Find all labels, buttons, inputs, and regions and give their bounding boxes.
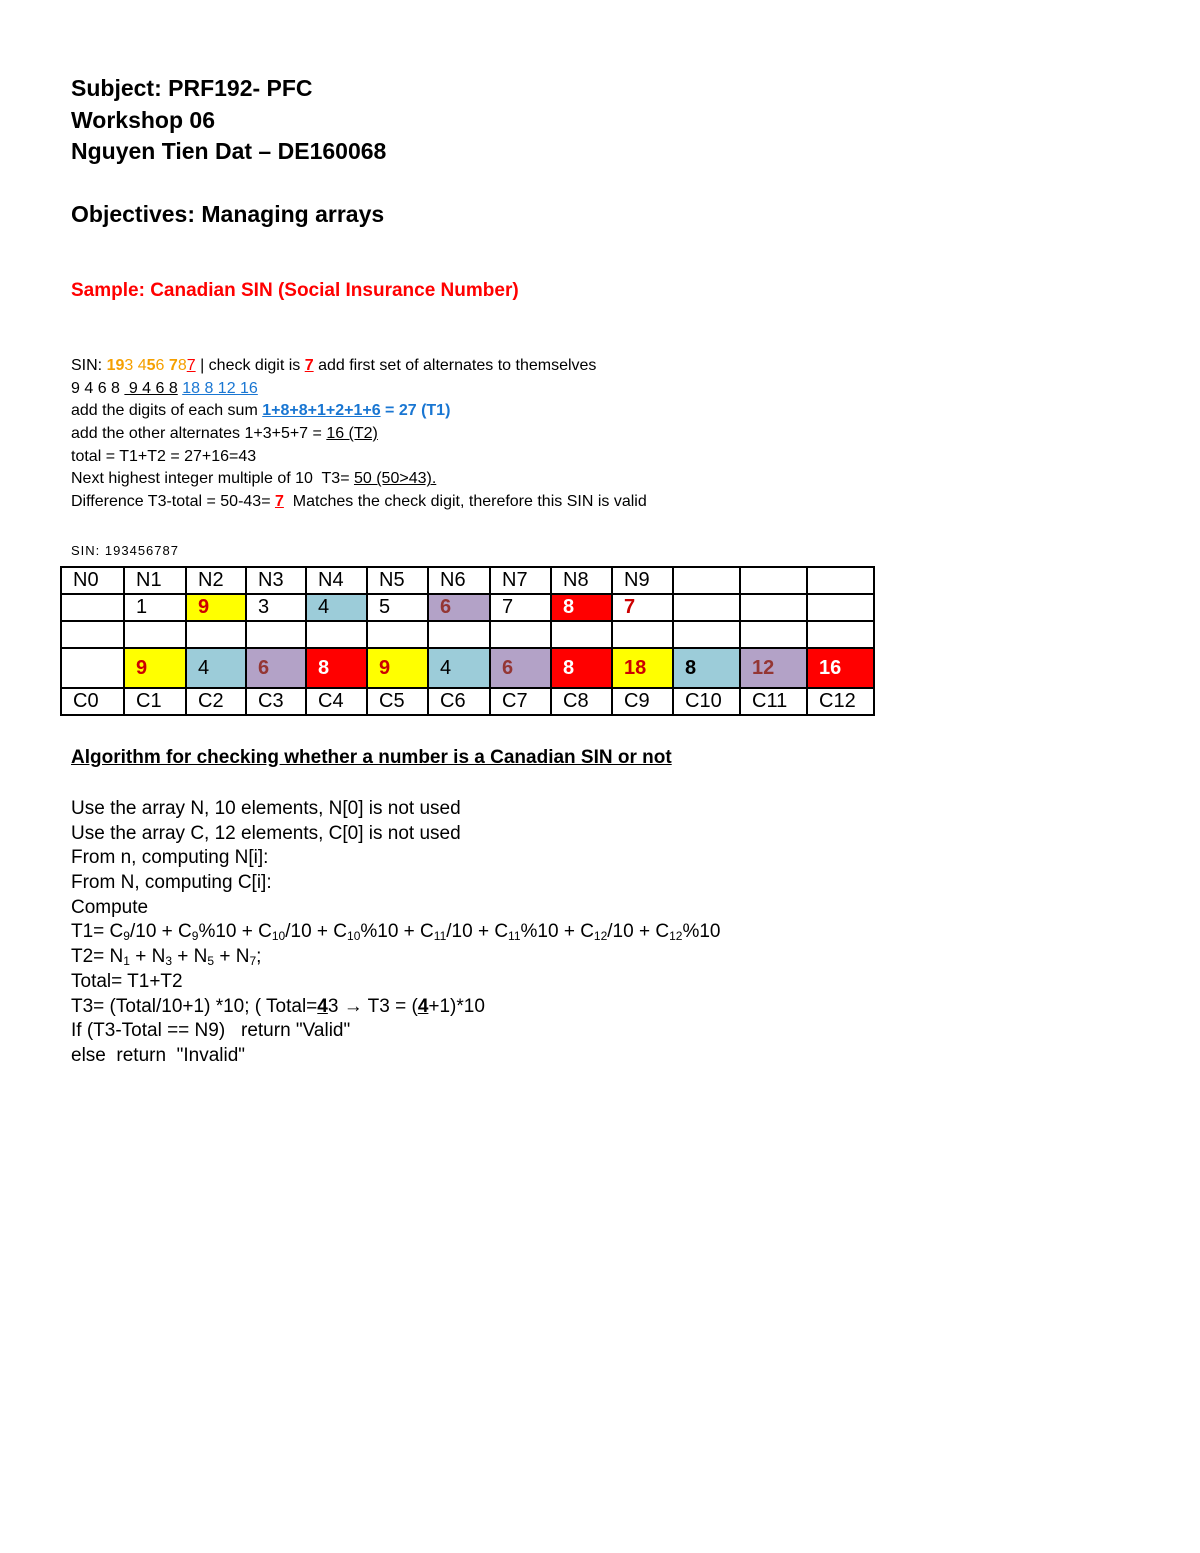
t2-result: 16 (T2)	[326, 425, 378, 443]
table-cell: C12	[807, 688, 874, 715]
formula-text: /10 + C	[446, 921, 509, 943]
table-cell	[61, 621, 124, 648]
table-cell: 18	[612, 648, 673, 688]
total-formula: Total= T1+T2	[71, 970, 183, 992]
table-cell	[428, 621, 490, 648]
table-cell: 4	[428, 648, 490, 688]
sin-digit: 8	[177, 357, 187, 374]
table-cell: N1	[124, 567, 186, 594]
algorithm-line: Use the array C, 12 elements, C[0] is not used	[71, 822, 461, 844]
sin-digit: 1	[106, 357, 116, 374]
else-line: else return "Invalid"	[71, 1044, 246, 1066]
explanation-line-6	[71, 468, 647, 491]
algorithm-line: From N, computing C[i]:	[71, 872, 272, 894]
table-cell: 3	[246, 594, 306, 621]
t1-result: = 27 (T1)	[380, 402, 451, 420]
formula-text: + N	[172, 946, 208, 968]
sin-explanation	[71, 355, 647, 514]
table-cell: 9	[124, 648, 186, 688]
subscript: 11	[433, 929, 447, 944]
subscript: 11	[508, 929, 521, 944]
difference-value: 7	[274, 493, 284, 511]
table-cell: 7	[490, 594, 551, 621]
table-cell: C3	[246, 688, 306, 715]
n-values-row	[61, 594, 874, 621]
table-cell: N4	[306, 567, 367, 594]
sin-digit: 4	[137, 357, 147, 374]
formula-text: ;	[256, 946, 262, 968]
c-header-row	[61, 688, 874, 715]
table-cell: 7	[612, 594, 673, 621]
table-cell: N2	[186, 567, 246, 594]
c-values-row	[61, 648, 874, 688]
table-cell: 8	[551, 648, 612, 688]
table-cell: C9	[612, 688, 673, 715]
table-cell	[673, 621, 740, 648]
formula-text: /10 + C	[285, 921, 348, 943]
table-cell	[551, 621, 612, 648]
right-arrow-icon: →	[343, 995, 363, 1017]
explanation-text: Next highest integer multiple of 10 T3=	[71, 470, 354, 488]
table-cell	[740, 567, 807, 594]
table-cell	[612, 621, 673, 648]
formula-emphasis: 4	[317, 995, 328, 1017]
formula-text: %10 + C	[198, 921, 272, 943]
algorithm-line: Use the array N, 10 elements, N[0] is not used	[71, 798, 461, 819]
table-cell: 1	[124, 594, 186, 621]
algorithm-title: Algorithm for checking whether a number is a Canadian SIN or not	[71, 747, 672, 768]
algorithm-line: Compute	[71, 896, 149, 918]
sin-label: SIN: 193456787	[71, 543, 179, 558]
sin-array-table	[60, 566, 875, 716]
n-header-row	[61, 567, 874, 594]
table-cell: 9	[186, 594, 246, 621]
explanation-line-7	[71, 491, 647, 514]
table-cell: 8	[306, 648, 367, 688]
formula-text: T2= N	[71, 946, 124, 968]
subscript: 5	[207, 954, 215, 969]
subscript: 9	[191, 929, 199, 944]
algorithm-steps	[71, 797, 720, 1069]
workshop-heading: Workshop 06	[71, 107, 215, 133]
table-cell: 12	[740, 648, 807, 688]
objectives-heading: Objectives: Managing arrays	[71, 201, 385, 227]
formula-text: + N	[214, 946, 250, 968]
explanation-text: | check digit is	[195, 357, 305, 374]
explanation-line-3	[71, 400, 647, 423]
subscript: 1	[123, 954, 130, 969]
table-cell: N8	[551, 567, 612, 594]
algorithm-line: From n, computing N[i]:	[71, 847, 269, 869]
subscript: 12	[669, 929, 683, 944]
table-cell	[807, 594, 874, 621]
t2-formula	[71, 945, 720, 970]
if-line: If (T3-Total == N9) return "Valid"	[71, 1020, 351, 1042]
subject-heading: Subject: PRF192- PFC	[71, 75, 313, 101]
empty-row	[61, 621, 874, 648]
table-cell: C7	[490, 688, 551, 715]
subscript: 7	[249, 954, 257, 969]
sin-digit: 5	[146, 357, 156, 374]
table-cell: N7	[490, 567, 551, 594]
table-cell: N0	[61, 567, 124, 594]
table-cell: N5	[367, 567, 428, 594]
explanation-line-4	[71, 423, 647, 446]
explanation-text: add the other alternates 1+3+5+7 =	[71, 425, 327, 443]
formula-text: %10	[682, 921, 721, 943]
table-cell: C8	[551, 688, 612, 715]
table-cell	[807, 567, 874, 594]
table-cell: C11	[740, 688, 807, 715]
explanation-line-2	[71, 378, 647, 401]
subscript: 10	[347, 929, 361, 944]
table-cell: N3	[246, 567, 306, 594]
subscript: 12	[593, 929, 608, 944]
table-cell	[740, 621, 807, 648]
table-cell: 8	[673, 648, 740, 688]
formula-text: 3	[327, 995, 344, 1017]
formula-text: +1)*10	[428, 995, 485, 1017]
digit-sum-highlight: 1+8+8+1+2+1+6	[262, 402, 381, 420]
explanation-text: 9 4 6 8	[124, 379, 178, 397]
t3-formula	[71, 995, 720, 1020]
formula-text: /10 + C	[129, 921, 192, 943]
explanation-line-1	[71, 355, 647, 378]
table-cell: C2	[186, 688, 246, 715]
table-cell: 6	[428, 594, 490, 621]
table-cell	[61, 648, 124, 688]
sin-digit: 3	[124, 357, 134, 374]
table-cell: N6	[428, 567, 490, 594]
formula-text: /10 + C	[607, 921, 670, 943]
explanation-text: Matches the check digit, therefore this SIN is valid	[283, 493, 647, 511]
table-cell	[246, 621, 306, 648]
subscript: 10	[271, 929, 286, 944]
sample-title: Sample: Canadian SIN (Social Insurance Number)	[71, 280, 519, 301]
formula-text: T3 = (	[362, 995, 418, 1017]
explanation-line-5	[71, 446, 647, 469]
formula-text: + N	[129, 946, 166, 968]
formula-text: %10 + C	[360, 921, 434, 943]
table-cell	[490, 621, 551, 648]
table-cell	[807, 621, 874, 648]
check-digit-value: 7	[304, 357, 314, 374]
explanation-text: add first set of alternates to themselves	[313, 357, 597, 374]
sin-digit: 6	[155, 357, 165, 374]
table-cell	[61, 594, 124, 621]
table-cell: N9	[612, 567, 673, 594]
subscript: 9	[123, 929, 130, 944]
table-cell: 16	[807, 648, 874, 688]
author-heading: Nguyen Tien Dat – DE160068	[71, 138, 387, 164]
table-cell: 4	[186, 648, 246, 688]
sin-digit: 9	[115, 357, 125, 374]
table-cell	[673, 567, 740, 594]
table-cell: C4	[306, 688, 367, 715]
table-cell: 6	[490, 648, 551, 688]
table-cell: C0	[61, 688, 124, 715]
formula-emphasis: 4	[417, 995, 429, 1017]
explanation-text: add the digits of each sum	[71, 402, 263, 420]
explanation-text: 9 4 6 8	[71, 379, 125, 397]
table-cell	[124, 621, 186, 648]
table-cell: 9	[367, 648, 428, 688]
table-cell: C1	[124, 688, 186, 715]
table-cell: C5	[367, 688, 428, 715]
sin-prefix: SIN:	[71, 357, 107, 374]
table-cell: 8	[551, 594, 612, 621]
formula-text: T3= (Total/10+1) *10; ( Total=	[71, 995, 318, 1017]
t3-result: 50 (50>43).	[353, 470, 437, 488]
table-cell: C10	[673, 688, 740, 715]
sin-check-digit: 7	[186, 357, 196, 374]
t1-formula	[71, 920, 720, 945]
table-cell	[306, 621, 367, 648]
table-cell: C6	[428, 688, 490, 715]
table-cell: 6	[246, 648, 306, 688]
sums-highlight: 18 8 12 16	[182, 379, 258, 397]
table-cell	[186, 621, 246, 648]
subscript: 3	[165, 954, 173, 969]
table-cell	[367, 621, 428, 648]
explanation-text: total = T1+T2 = 27+16=43	[71, 447, 257, 465]
formula-text: T1= C	[71, 921, 124, 943]
table-cell: 4	[306, 594, 367, 621]
table-cell	[740, 594, 807, 621]
table-cell: 5	[367, 594, 428, 621]
formula-text: %10 + C	[520, 921, 594, 943]
sin-digit: 7	[168, 357, 178, 374]
table-cell	[673, 594, 740, 621]
explanation-text: Difference T3-total = 50-43=	[71, 493, 275, 511]
